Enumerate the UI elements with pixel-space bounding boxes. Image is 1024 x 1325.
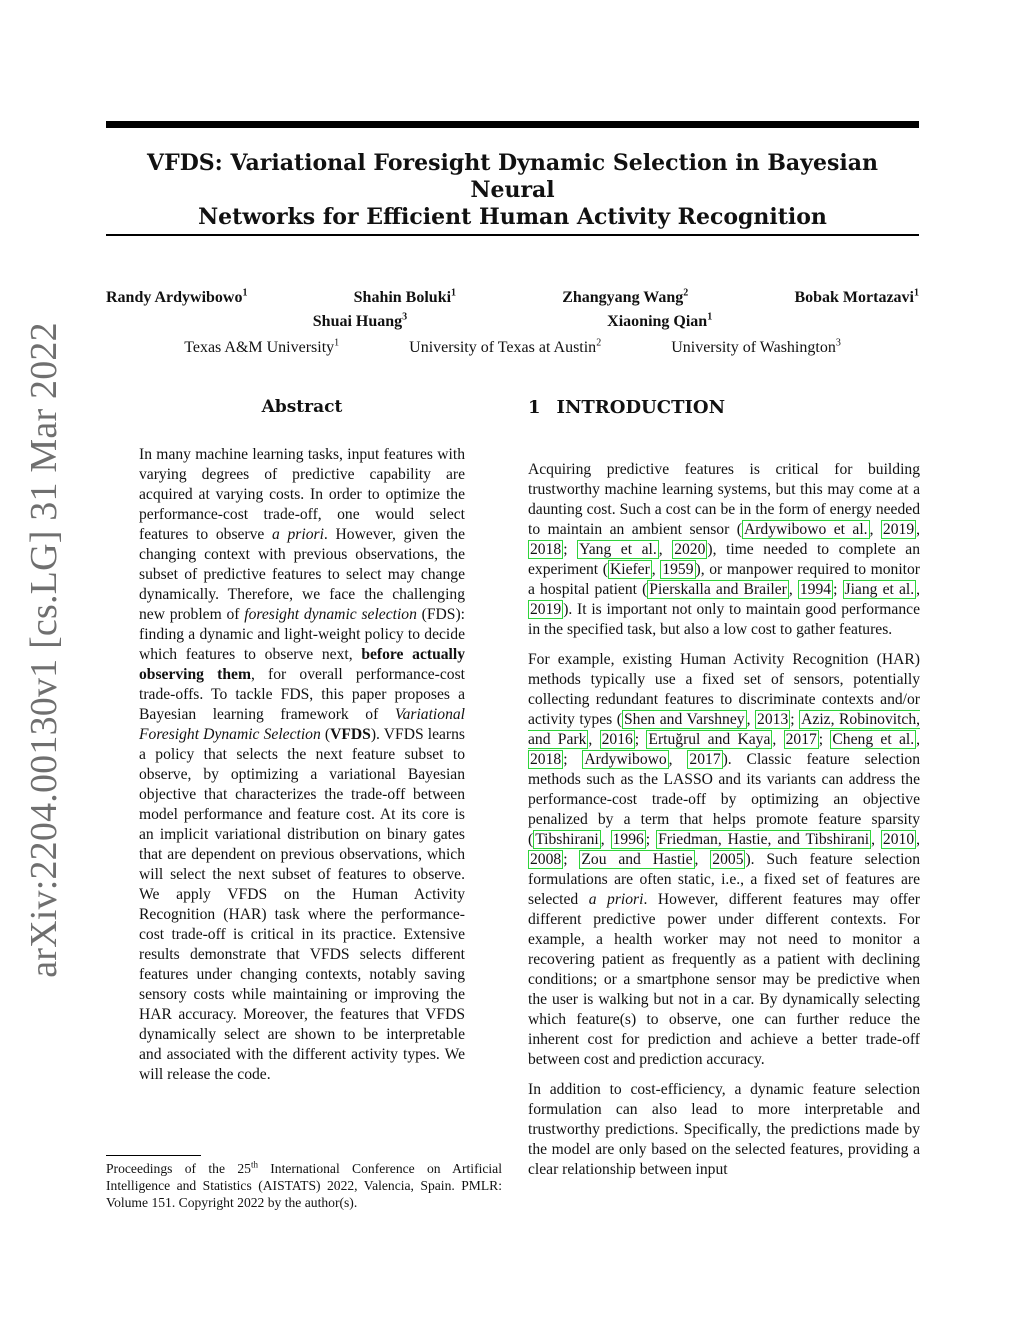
citation-link[interactable]: 2020 — [674, 541, 706, 558]
affiliation: University of Texas at Austin$^2$ — [409, 337, 602, 356]
author: Shahin Boluki$^1$ — [353, 287, 457, 306]
introduction-body — [528, 460, 920, 1190]
author: Shuai Huang$^3$ — [312, 311, 408, 330]
citation-link[interactable]: 1994 — [799, 581, 832, 598]
citation-link[interactable]: 2016 — [601, 731, 633, 748]
citation-link[interactable]: Jiang et al. — [844, 581, 915, 598]
citation-link[interactable]: Zou and Hastie — [581, 851, 693, 868]
title-bottom-rule — [106, 234, 919, 236]
author: Xiaoning Qian$^1$ — [607, 311, 713, 330]
citation-link[interactable]: 2017 — [689, 751, 721, 768]
citation-link[interactable]: Tibshirani — [535, 831, 599, 848]
citation-link[interactable]: Cheng et al. — [832, 731, 915, 748]
citation-link[interactable]: Pierskalla and Brailer — [649, 581, 787, 598]
title-line-1: VFDS: Variational Foresight Dynamic Selection in Bayesian Neural — [147, 150, 878, 203]
footnote-rule — [106, 1155, 201, 1156]
intro-paragraph-3: In addition to cost-efficiency, a dynamic feature selection formulation can also lead to more interpretable and trustworthy predictions. Specifically, the predictions made by the model are only based on the selected features, providing a clear relationship between input — [528, 1081, 920, 1178]
abstract-body — [139, 445, 465, 1095]
paper-title — [106, 150, 919, 231]
author: Bobak Mortazavi$^1$ — [794, 287, 919, 306]
citation-link[interactable]: Ertuğrul and Kaya — [648, 731, 771, 748]
abstract-heading: Abstract — [261, 397, 343, 417]
footnote: Proceedings of the 25th International Conference on Artificial Intelligence and Statistics (AISTATS) 2022, Valencia, Spain. PMLR: Volume 151. Copyright 2022 by the author(s). — [106, 1159, 502, 1210]
affiliation: Texas A&M University$^1$ — [184, 337, 340, 356]
author: Zhangyang Wang$^2$ — [562, 287, 689, 306]
abstract-paragraph: In many machine learning tasks, input features with varying degrees of predictive capability are acquired at varying costs. In order to optimize the performance-cost trade-off, one would select features to observe a priori. However, given the changing context with previous observations, the subset of predictive features to select may change dynamically. Therefore, we face the challenging new problem of foresight dynamic selection (FDS): finding a dynamic and light-weight policy to decide which features to observe next, before actually observing them, for overall performance-cost trade-offs. To tackle FDS, this paper proposes a Bayesian learning framework of Variational Foresight Dynamic Selection (VFDS). VFDS learns a policy that selects the next feature subset to observe, by optimizing a variational Bayesian objective that characterizes the trade-off between model performance and feature cost. At its core is an implicit variational distribution on binary gates that are dependent on previous observations, which will select the next subset of features to observe. We apply VFDS on the Human Activity Recognition (HAR) task where the performance-cost trade-off is critical in its practice. Extensive results demonstrate that VFDS selects different features under changing contexts, notably saving sensory costs while maintaining or improving the HAR accuracy. Moreover, the features that VFDS dynamically select are shown to be interpretable and associated with the different activity types. We will release the code. — [139, 446, 465, 1083]
citation-link[interactable]: 2013 — [757, 711, 789, 728]
title-top-rule — [106, 121, 919, 128]
arxiv-identifier: arXiv:2204.00130v1 [cs.LG] 31 Mar 2022 — [23, 322, 65, 978]
citation-link[interactable]: 2019 — [530, 601, 562, 618]
intro-paragraph-2: For example, existing Human Activity Recognition (HAR) methods typically use a fixed set of sensors, potentially collecting redundant features to discriminate contexts and/or activity types ( Shen and Varshney , 2013 ; Aziz, Robinovitch, and Park , 2016 ; Ertuğrul and Kaya , 2017 ; Cheng et al. , 2018 ; Ardywibowo , 2017 ). Classic feature selection methods such as the LASSO and its variants can address the performance-cost trade-off by optimizing an objective penalized by a term that helps promote feature sparsity ( Tibshirani , 1996 ; Friedman, Hastie, and Tibshirani , 2010 , 2008 ; Zou and Hastie , 2005 ). Such feature selection formulations are often static, i.e., a fixed set of features are selected a priori. However, different features may offer different predictive power under different contexts. For example, a health worker may not need to monitor a recovering patient as frequently as a patient with declining conditions; or a smartphone sensor may be predictive when the user is walking but not in a car. By dynamically selecting which feature(s) to observe, one can further reduce the inherent cost for prediction and achieve a better trade-off between cost and prediction accuracy. — [528, 651, 921, 1068]
citation-link[interactable]: 2019 — [882, 521, 915, 538]
citation-link[interactable]: 2018 — [530, 751, 562, 768]
citation-link[interactable]: 2017 — [785, 731, 817, 748]
arxiv-sidebar — [8, 322, 80, 978]
section-heading-introduction: 1 INTRODUCTION — [528, 397, 726, 418]
citation-link[interactable]: 2008 — [530, 851, 562, 868]
citation-link[interactable]: Aziz, Robinovitch, and Park — [528, 711, 921, 748]
author-row-1 — [106, 286, 919, 310]
citation-link[interactable]: 2005 — [712, 851, 744, 868]
author-block — [106, 286, 919, 360]
citation-link[interactable]: Friedman, Hastie, and Tibshirani — [658, 831, 870, 848]
title-line-2: Networks for Efficient Human Activity Recognition — [198, 204, 827, 230]
affiliation-row — [106, 336, 919, 360]
citation-link[interactable]: Kiefer — [609, 561, 650, 578]
citation-link[interactable]: Ardywibowo et al. — [743, 521, 868, 538]
citation-link[interactable]: 2018 — [530, 541, 562, 558]
citation-link[interactable]: Ardywibowo — [584, 751, 667, 768]
author: Randy Ardywibowo$^1$ — [106, 287, 248, 306]
citation-link[interactable]: 2010 — [882, 831, 915, 848]
citation-link[interactable]: Yang et al. — [579, 541, 657, 558]
citation-link[interactable]: 1996 — [612, 831, 644, 848]
citation-link[interactable]: 1959 — [662, 561, 694, 578]
author-row-2 — [106, 310, 919, 334]
intro-paragraph-1: Acquiring predictive features is critical for building trustworthy machine learning systems, but this may come at a daunting cost. Such a cost can be in the form of energy needed to maintain an ambient sensor ( Ardywibowo et al. , 2019 , 2018 ; Yang et al. , 2020 ), time needed to complete an experiment ( Kiefer , 1959 ), or manpower required to monitor a hospital patient ( Pierskalla and Brailer , 1994 ; Jiang et al. , 2019 ). It is important not only to maintain good performance in the specified task, but also a low cost to gather features. — [528, 461, 921, 638]
affiliation: University of Washington$^3$ — [671, 337, 841, 356]
citation-link[interactable]: Shen and Varshney — [624, 711, 745, 728]
